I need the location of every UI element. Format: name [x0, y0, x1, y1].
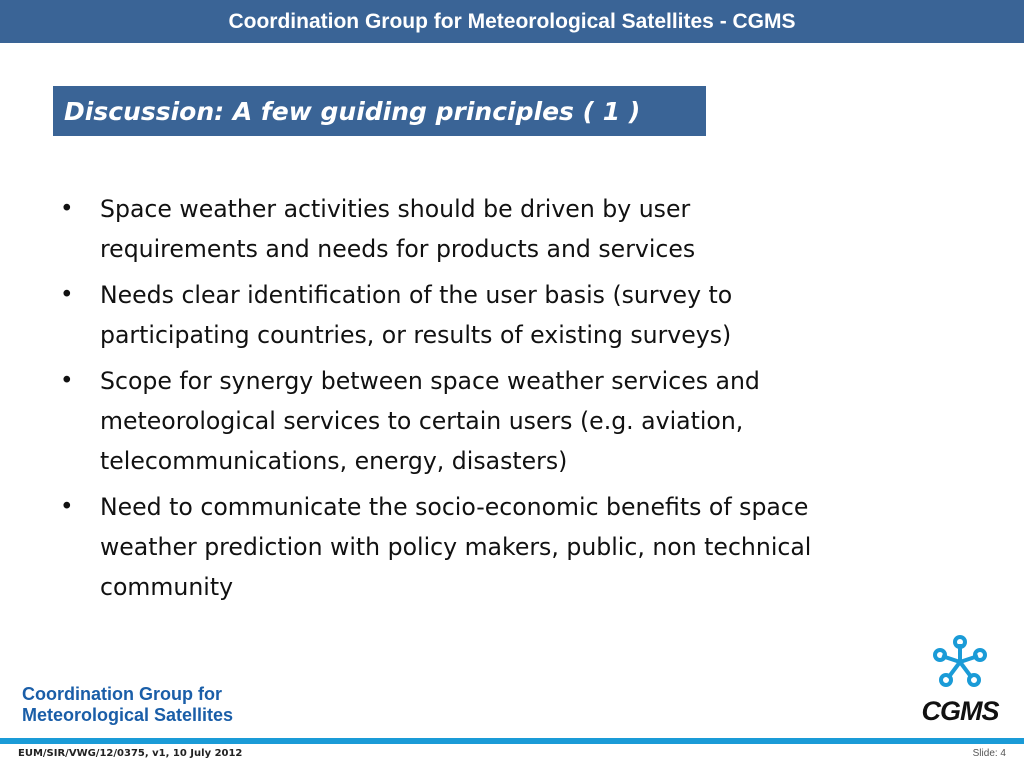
bullet-line: community: [100, 573, 234, 601]
bullet-marker: •: [60, 494, 74, 520]
top-banner: [0, 0, 1024, 43]
slide-title-box: [53, 86, 706, 136]
slide-number: Slide: 4: [972, 748, 1006, 759]
slide-title: Discussion: A few guiding principles ( 1 ): [64, 96, 641, 126]
bullet-marker: •: [60, 368, 74, 394]
bullet-line: Need to communicate the socio-economic benefits of space: [100, 493, 809, 521]
bullet-line: Space weather activities should be driven by user: [100, 195, 691, 223]
footer-org-line2: Meteorological Satellites: [22, 705, 234, 725]
cgms-network-icon: [930, 634, 990, 690]
bullet-line: requirements and needs for products and services: [100, 235, 696, 263]
bullet-line: weather prediction with policy makers, public, non technical: [100, 533, 812, 561]
bullet-item: [60, 361, 960, 481]
bullet-list: [60, 189, 960, 613]
bullet-item: [60, 487, 960, 607]
bullet-marker: •: [60, 196, 74, 222]
bullet-line: Scope for synergy between space weather services and: [100, 367, 760, 395]
footer-org-name: [22, 684, 342, 726]
bullet-item: [60, 189, 960, 269]
document-reference: EUM/SIR/VWG/12/0375, v1, 10 July 2012: [18, 748, 243, 759]
banner-title: Coordination Group for Meteorological Satellites - CGMS: [228, 9, 796, 33]
footer-divider: [0, 738, 1024, 744]
bullet-item: [60, 275, 960, 355]
bullet-line: telecommunications, energy, disasters): [100, 447, 568, 475]
bullet-line: meteorological services to certain users (e.g. aviation,: [100, 407, 744, 435]
logo-text: CGMS: [921, 696, 999, 726]
cgms-logo: [906, 634, 1014, 726]
bullet-line: Needs clear identification of the user basis (survey to: [100, 281, 733, 309]
bullet-marker: •: [60, 282, 74, 308]
footer-org-line1: Coordination Group for: [22, 684, 222, 704]
bullet-line: participating countries, or results of existing surveys): [100, 321, 732, 349]
